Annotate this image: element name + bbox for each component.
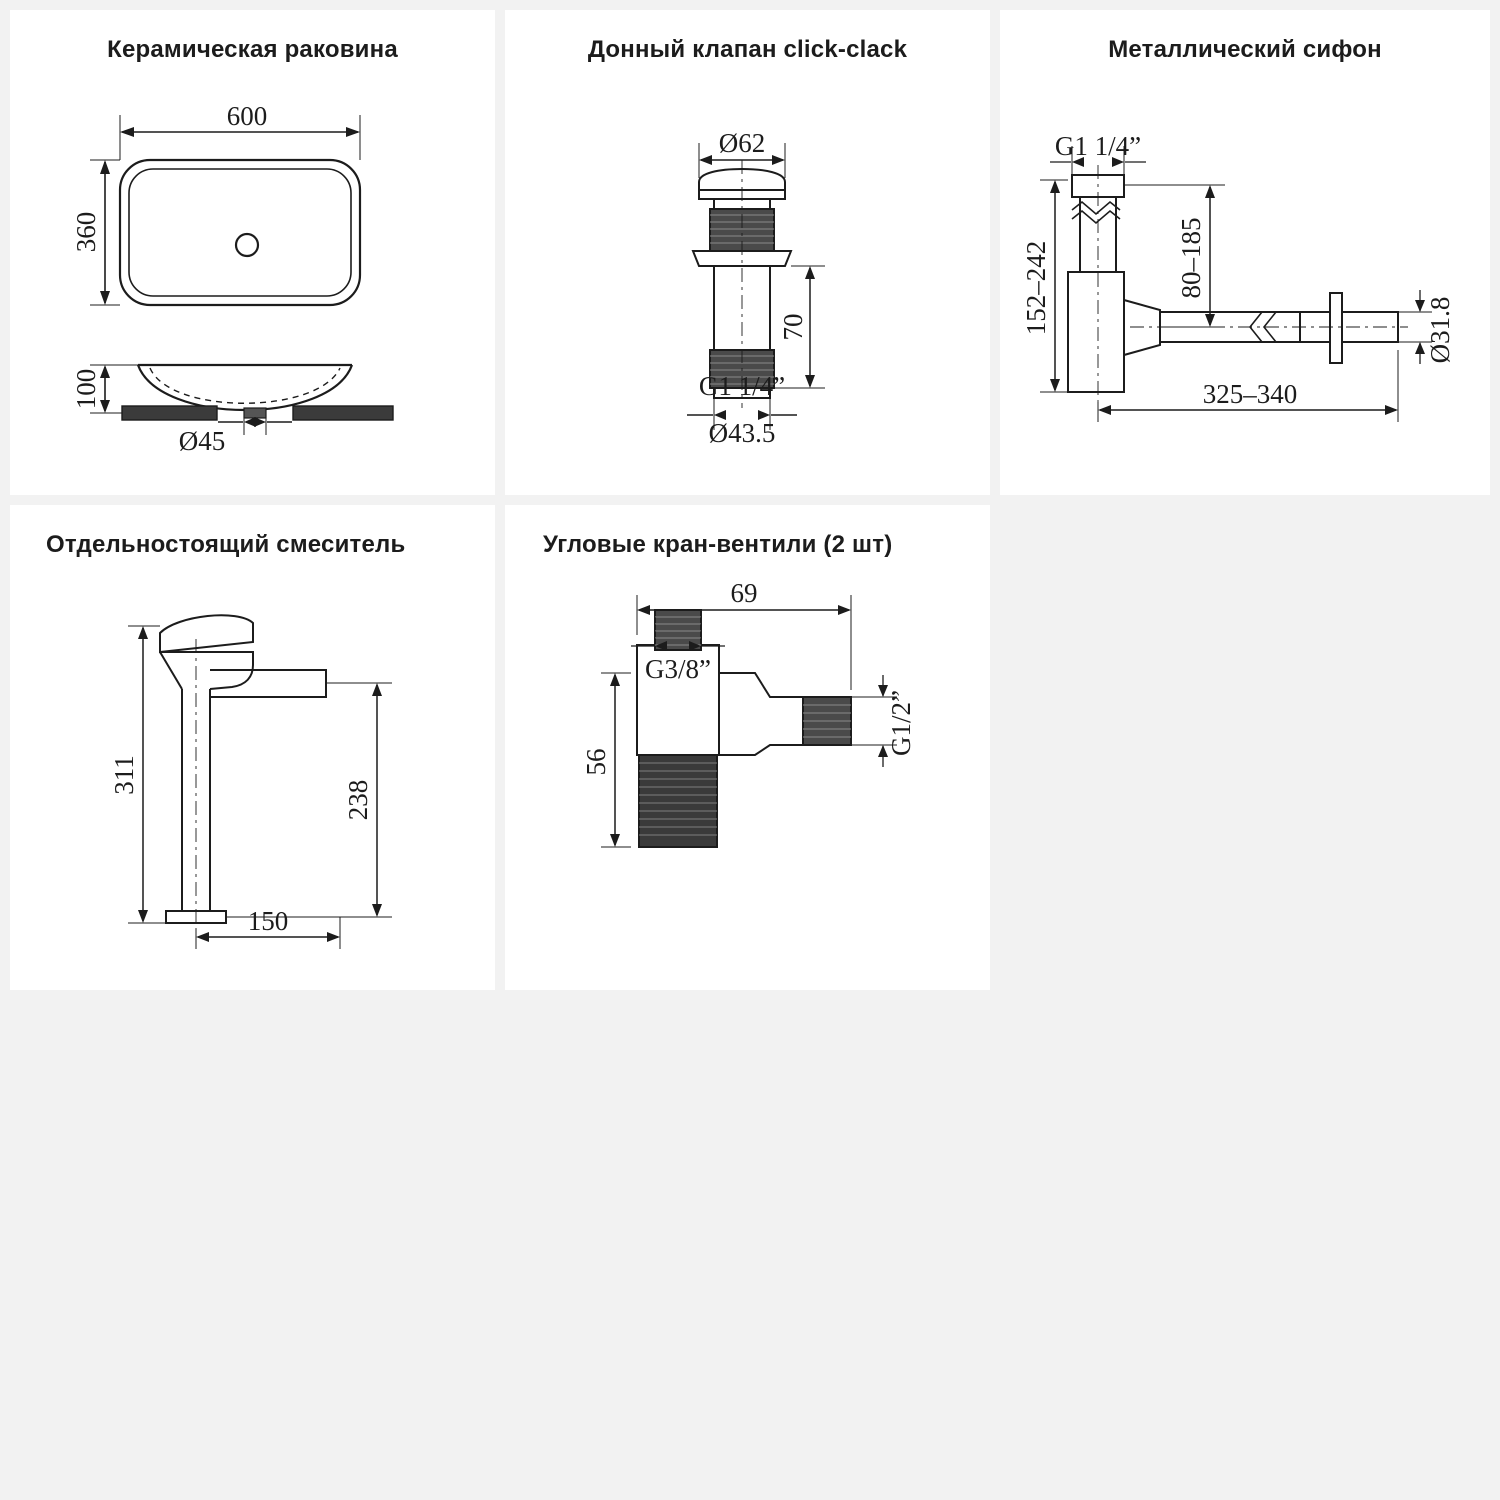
card-angle-valves: [505, 505, 990, 990]
card-title-freestanding-mixer: Отдельностоящий смеситель: [46, 531, 406, 558]
valve-length-label: 70: [778, 313, 808, 341]
sink-drain-label: Ø45: [178, 426, 226, 456]
angle-valve-length-label: 69: [730, 578, 758, 608]
valve-body-diameter-label: Ø43.5: [708, 418, 776, 448]
valve-cap-diameter-label: Ø62: [718, 128, 766, 158]
siphon-pipe-diameter-label: Ø31.8: [1425, 296, 1455, 364]
card-freestanding-mixer: [10, 505, 495, 990]
card-ceramic-sink: [10, 10, 495, 495]
drawing-click-clack-valve: [505, 10, 990, 495]
sink-width-label: 600: [226, 101, 268, 131]
siphon-outlet-height-label: 80–185: [1176, 217, 1206, 299]
angle-valve-outlet-thread-label: G1/2”: [886, 690, 916, 756]
drawing-angle-valves: [505, 505, 990, 990]
card-title-click-clack-valve: Донный клапан click-clack: [587, 36, 908, 63]
mixer-total-height-label: 311: [109, 755, 139, 795]
siphon-height-range-label: 152–242: [1021, 240, 1051, 336]
siphon-inlet-thread-label: G1 1/4”: [1054, 131, 1142, 161]
valve-thread-label: G1 1/4”: [698, 371, 786, 401]
drawing-freestanding-mixer: [10, 505, 495, 990]
drawing-metal-siphon: [1000, 10, 1490, 495]
card-title-angle-valves: Угловые кран-вентили (2 шт): [543, 531, 893, 558]
angle-valve-inlet-thread-label: G3/8”: [645, 654, 711, 684]
card-title-metal-siphon: Металлический сифон: [1108, 36, 1382, 63]
card-metal-siphon: [1000, 10, 1490, 495]
siphon-outlet-length-label: 325–340: [1202, 379, 1298, 409]
mixer-spout-reach-label: 150: [247, 906, 289, 936]
card-title-ceramic-sink: Керамическая раковина: [107, 36, 398, 63]
sink-height-label: 100: [71, 368, 101, 410]
drawing-ceramic-sink: [10, 10, 495, 495]
mixer-spout-height-label: 238: [343, 779, 373, 821]
card-click-clack-valve: [505, 10, 990, 495]
angle-valve-height-label: 56: [581, 748, 611, 776]
sink-depth-label: 360: [71, 211, 101, 253]
